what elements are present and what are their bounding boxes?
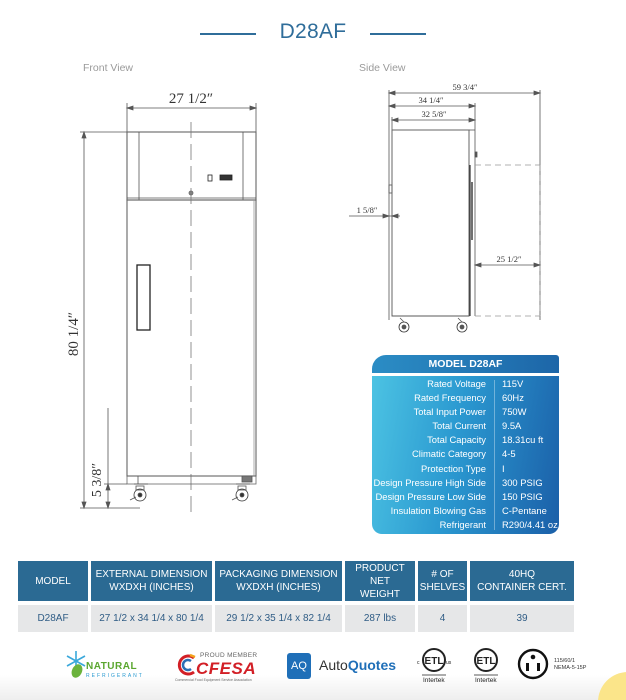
spec-label: Design Pressure Low Side bbox=[375, 490, 486, 502]
header-line: WXDXH (INCHES) bbox=[109, 582, 194, 593]
autoquotes-badge: AQ bbox=[287, 653, 311, 679]
spec-row bbox=[372, 463, 559, 477]
spec-label: Insulation Blowing Gas bbox=[390, 504, 486, 516]
side-rear-offset-dim: 1 5/8″ bbox=[356, 205, 378, 215]
nema-spec bbox=[554, 658, 586, 672]
certification-logos bbox=[0, 645, 626, 685]
svg-text:ETL: ETL bbox=[476, 656, 496, 667]
header-shelves bbox=[418, 561, 467, 601]
spec-row bbox=[372, 505, 559, 519]
spec-row bbox=[372, 420, 559, 434]
spec-row bbox=[372, 491, 559, 505]
cell-model: D28AF bbox=[18, 605, 88, 632]
spec-card bbox=[372, 355, 559, 535]
header-line: # OF bbox=[431, 569, 454, 580]
spec-row bbox=[372, 477, 559, 491]
spec-label: Design Pressure High Side bbox=[373, 476, 486, 488]
header-net-weight bbox=[345, 561, 415, 601]
spec-value: 4-5 bbox=[502, 448, 516, 460]
intertek-label-2: Intertek bbox=[475, 677, 497, 684]
spec-label: Rated Frequency bbox=[414, 392, 486, 404]
front-width-dim: 27 1/2″ bbox=[168, 91, 214, 107]
spec-table bbox=[18, 561, 610, 632]
spec-label: Rated Voltage bbox=[427, 378, 486, 389]
spec-card-body bbox=[372, 376, 559, 534]
header-container-cert bbox=[470, 561, 574, 601]
header-line: PACKAGING DIMENSION bbox=[219, 569, 338, 580]
side-door-swing-dim: 25 1/2″ bbox=[496, 254, 522, 264]
spec-label: Total Input Power bbox=[413, 406, 486, 418]
spec-row bbox=[372, 448, 559, 462]
spec-label: Climatic Category bbox=[412, 448, 486, 460]
spec-value: I bbox=[502, 462, 505, 474]
table-row bbox=[18, 605, 610, 632]
svg-text:c: c bbox=[417, 660, 420, 666]
spec-value: 60Hz bbox=[502, 392, 524, 404]
header-line: WEIGHT bbox=[360, 588, 400, 600]
spec-row bbox=[372, 406, 559, 420]
spec-value: C-Pentane bbox=[502, 504, 547, 516]
nema-line: NEMA-5-15P bbox=[554, 665, 587, 671]
header-external-dimension bbox=[91, 561, 212, 601]
header-model bbox=[18, 561, 88, 601]
spec-row bbox=[372, 519, 559, 533]
svg-text:ETL: ETL bbox=[424, 656, 444, 667]
etl-sanitation-icon bbox=[466, 647, 506, 677]
spec-value: 9.5A bbox=[502, 420, 522, 432]
header-line: SHELVES bbox=[419, 582, 466, 593]
cell-container-cert: 39 bbox=[470, 605, 574, 632]
header-packaging-dimension bbox=[215, 561, 342, 601]
side-view-label: Side View bbox=[359, 62, 406, 74]
side-body-depth-dim: 32 5/8″ bbox=[421, 109, 447, 119]
side-overall-depth-dim: 34 1/4″ bbox=[418, 95, 444, 105]
spec-value: 300 PSIG bbox=[502, 476, 543, 488]
autoquotes-logo bbox=[319, 657, 396, 673]
spec-value: 150 PSIG bbox=[502, 490, 543, 502]
cell-packaging-dimension: 29 1/2 x 35 1/4 x 82 1/4 bbox=[215, 605, 342, 632]
spec-row bbox=[372, 378, 559, 392]
natural-refrigerant-logo: NATURAL bbox=[86, 661, 138, 672]
spec-label: Protection Type bbox=[421, 462, 486, 474]
side-open-depth-dim: 59 3/4″ bbox=[452, 82, 478, 92]
intertek-label-1: Intertek bbox=[423, 677, 445, 684]
natural-refrigerant-sub: REFRIGERANT bbox=[86, 673, 144, 679]
spec-label: Total Current bbox=[432, 420, 486, 432]
front-view-label: Front View bbox=[83, 62, 133, 74]
cfesa-subtitle: Commercial Food Equipment Service Association bbox=[175, 678, 252, 682]
spec-label: Refrigerant bbox=[439, 518, 486, 530]
spec-value: 18.31cu ft bbox=[502, 434, 544, 446]
cfesa-proud-member: PROUD MEMBER bbox=[200, 652, 258, 659]
cfesa-swirl-icon bbox=[176, 653, 198, 677]
spec-row bbox=[372, 392, 559, 406]
cfesa-logo: CFESA bbox=[196, 659, 257, 678]
autoquotes-bold: Quotes bbox=[347, 657, 397, 673]
header-line: CONTAINER CERT. bbox=[477, 582, 567, 593]
header-line: 40HQ bbox=[508, 569, 536, 580]
header-line: MODEL bbox=[35, 575, 71, 587]
svg-text:us: us bbox=[446, 660, 452, 666]
header-line: WXDXH (INCHES) bbox=[236, 582, 321, 593]
spec-value: 115V bbox=[502, 378, 524, 389]
spec-label: Total Capacity bbox=[427, 434, 486, 446]
nema-line: 115/60/1 bbox=[554, 658, 576, 664]
etl-listed-icon bbox=[414, 647, 454, 677]
table-header-row bbox=[18, 561, 610, 601]
spec-value: R290/4.41 oz bbox=[502, 518, 558, 530]
front-height-dim: 80 1/4″ bbox=[66, 311, 82, 357]
cell-net-weight: 287 lbs bbox=[345, 605, 415, 632]
spec-row bbox=[372, 434, 559, 448]
page-title: D28AF bbox=[279, 20, 347, 43]
spec-value: 750W bbox=[502, 406, 527, 418]
spec-card-title: MODEL D28AF bbox=[372, 355, 559, 373]
autoquotes-prefix: Auto bbox=[319, 657, 348, 673]
cell-external-dimension: 27 1/2 x 34 1/4 x 80 1/4 bbox=[91, 605, 212, 632]
front-caster-dim: 5 3/8″ bbox=[90, 462, 105, 498]
snowflake-leaf-icon bbox=[64, 649, 88, 679]
header-line: PRODUCT NET bbox=[355, 562, 405, 587]
nema-plug-icon bbox=[516, 648, 550, 680]
cell-shelves: 4 bbox=[418, 605, 467, 632]
header-line: EXTERNAL DIMENSION bbox=[95, 569, 208, 580]
